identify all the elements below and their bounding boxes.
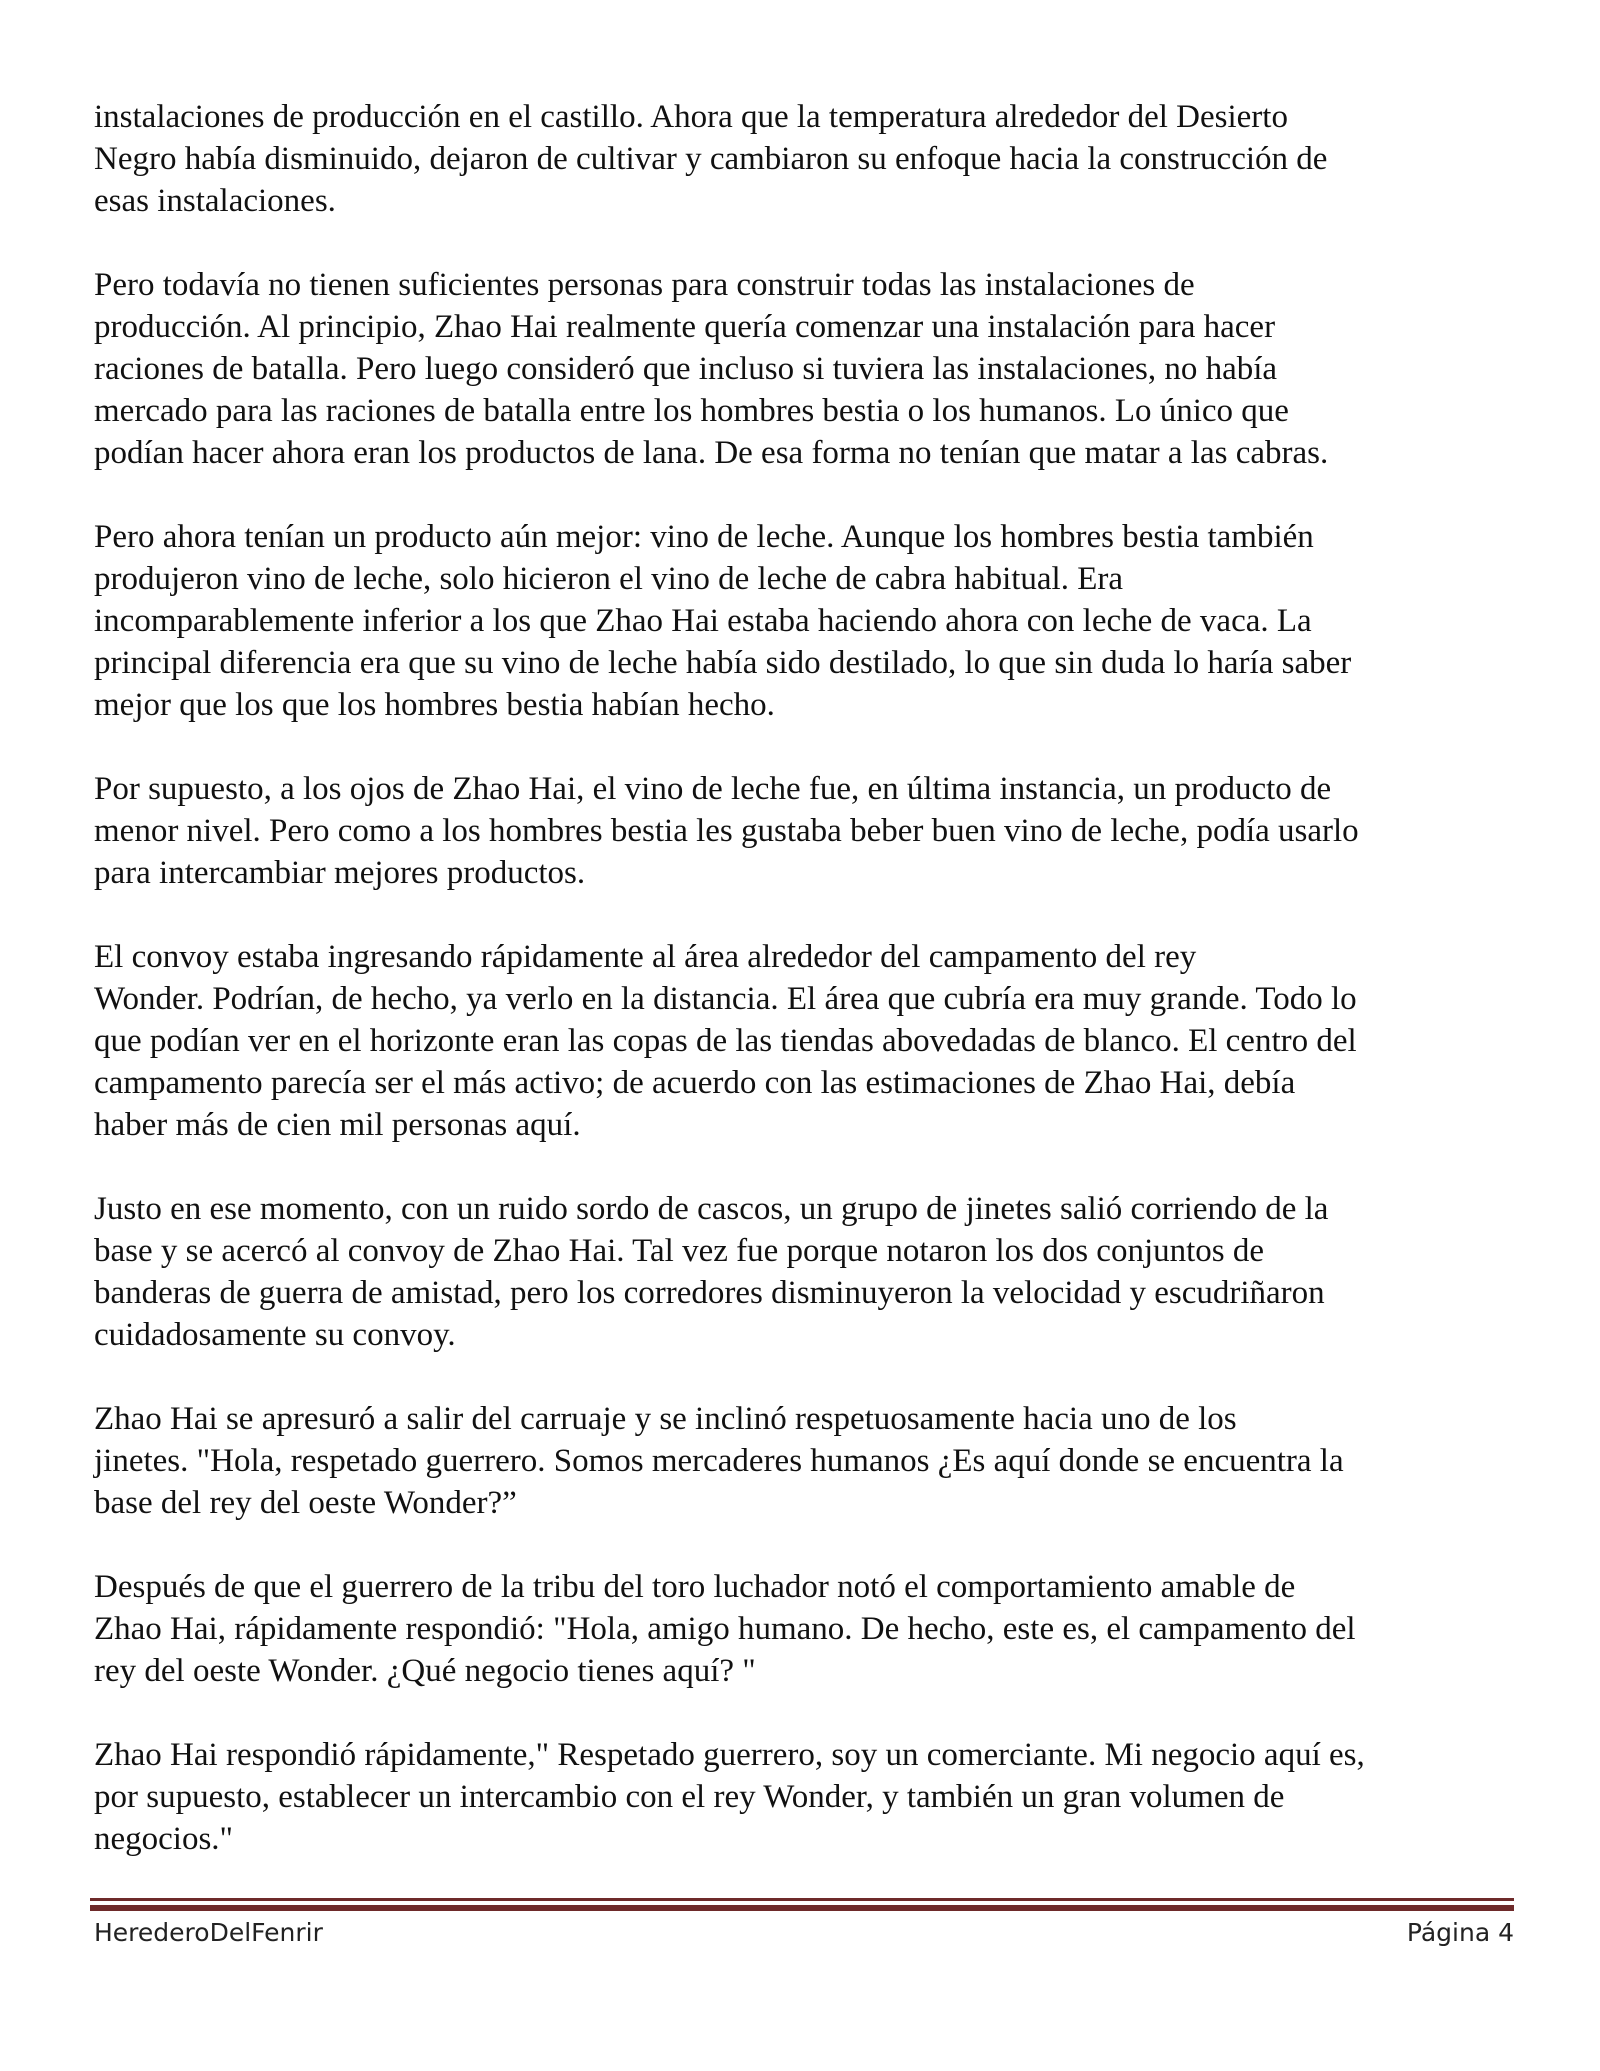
- text-line: haber más de cien mil personas aquí.: [94, 1107, 581, 1143]
- text-line: Pero ahora tenían un producto aún mejor: vino de leche. Aunque los hombres bestia también: [94, 519, 1314, 555]
- text-line: base del rey del oeste Wonder?”: [94, 1485, 517, 1521]
- text-line: rey del oeste Wonder. ¿Qué negocio tienes aquí? ": [94, 1653, 756, 1689]
- text-line: negocios.": [94, 1821, 234, 1857]
- text-line: principal diferencia era que su vino de leche había sido destilado, lo que sin duda lo haría saber: [94, 645, 1352, 681]
- text-line: Zhao Hai se apresuró a salir del carruaje y se inclinó respetuosamente hacia uno de los: [94, 1401, 1237, 1437]
- paragraph: [94, 1188, 1514, 1356]
- text-line: raciones de batalla. Pero luego consideró que incluso si tuviera las instalaciones, no había: [94, 351, 1278, 387]
- text-line: instalaciones de producción en el castillo. Ahora que la temperatura alrededor del Desierto: [94, 99, 1288, 135]
- text-line: mercado para las raciones de batalla entre los hombres bestia o los humanos. Lo único que: [94, 393, 1289, 429]
- text-line: banderas de guerra de amistad, pero los corredores disminuyeron la velocidad y escudriñaron: [94, 1275, 1325, 1311]
- footer-divider-thick: [90, 1905, 1514, 1911]
- text-line: podían hacer ahora eran los productos de lana. De esa forma no tenían que matar a las cabras.: [94, 435, 1329, 471]
- text-line: Negro había disminuido, dejaron de cultivar y cambiaron su enfoque hacia la construcción de: [94, 141, 1328, 177]
- paragraph: [94, 516, 1514, 726]
- text-line: mejor que los que los hombres bestia habían hecho.: [94, 687, 775, 723]
- text-line: incomparablemente inferior a los que Zhao Hai estaba haciendo ahora con leche de vaca. La: [94, 603, 1312, 639]
- paragraph: [94, 1566, 1514, 1692]
- page-number: Página 4: [1406, 1918, 1514, 1947]
- text-line: Wonder. Podrían, de hecho, ya verlo en la distancia. El área que cubría era muy grande. Todo lo: [94, 981, 1357, 1017]
- footer-author: HerederoDelFenrir: [94, 1918, 323, 1947]
- footer-divider-thin: [90, 1898, 1514, 1901]
- paragraph: [94, 96, 1514, 222]
- text-line: para intercambiar mejores productos.: [94, 855, 586, 891]
- text-line: Pero todavía no tienen suficientes personas para construir todas las instalaciones de: [94, 267, 1195, 303]
- text-line: jinetes. "Hola, respetado guerrero. Somos mercaderes humanos ¿Es aquí donde se encuentra la: [94, 1443, 1344, 1479]
- text-line: Zhao Hai respondió rápidamente," Respetado guerrero, soy un comerciante. Mi negocio aquí es,: [94, 1737, 1365, 1773]
- paragraph: [94, 1734, 1514, 1860]
- text-line: Zhao Hai, rápidamente respondió: "Hola, amigo humano. De hecho, este es, el campamento del: [94, 1611, 1356, 1647]
- text-line: producción. Al principio, Zhao Hai realmente quería comenzar una instalación para hacer: [94, 309, 1276, 345]
- text-line: Justo en ese momento, con un ruido sordo de cascos, un grupo de jinetes salió corriendo de la: [94, 1191, 1329, 1227]
- text-line: por supuesto, establecer un intercambio con el rey Wonder, y también un gran volumen de: [94, 1779, 1285, 1815]
- text-line: que podían ver en el horizonte eran las copas de las tiendas abovedadas de blanco. El centro del: [94, 1023, 1357, 1059]
- text-line: esas instalaciones.: [94, 183, 336, 219]
- paragraph: [94, 1398, 1514, 1524]
- body-text: [94, 96, 1514, 1902]
- paragraph: [94, 264, 1514, 474]
- text-line: El convoy estaba ingresando rápidamente al área alrededor del campamento del rey: [94, 939, 1197, 975]
- text-line: produjeron vino de leche, solo hicieron el vino de leche de cabra habitual. Era: [94, 561, 1124, 597]
- paragraph: [94, 936, 1514, 1146]
- text-line: cuidadosamente su convoy.: [94, 1317, 456, 1353]
- text-line: base y se acercó al convoy de Zhao Hai. Tal vez fue porque notaron los dos conjuntos de: [94, 1233, 1265, 1269]
- text-line: menor nivel. Pero como a los hombres bestia les gustaba beber buen vino de leche, podía usarlo: [94, 813, 1359, 849]
- paragraph: [94, 768, 1514, 894]
- text-line: Después de que el guerrero de la tribu del toro luchador notó el comportamiento amable de: [94, 1569, 1296, 1605]
- text-line: campamento parecía ser el más activo; de acuerdo con las estimaciones de Zhao Hai, debía: [94, 1065, 1296, 1101]
- text-line: Por supuesto, a los ojos de Zhao Hai, el vino de leche fue, en última instancia, un producto de: [94, 771, 1332, 807]
